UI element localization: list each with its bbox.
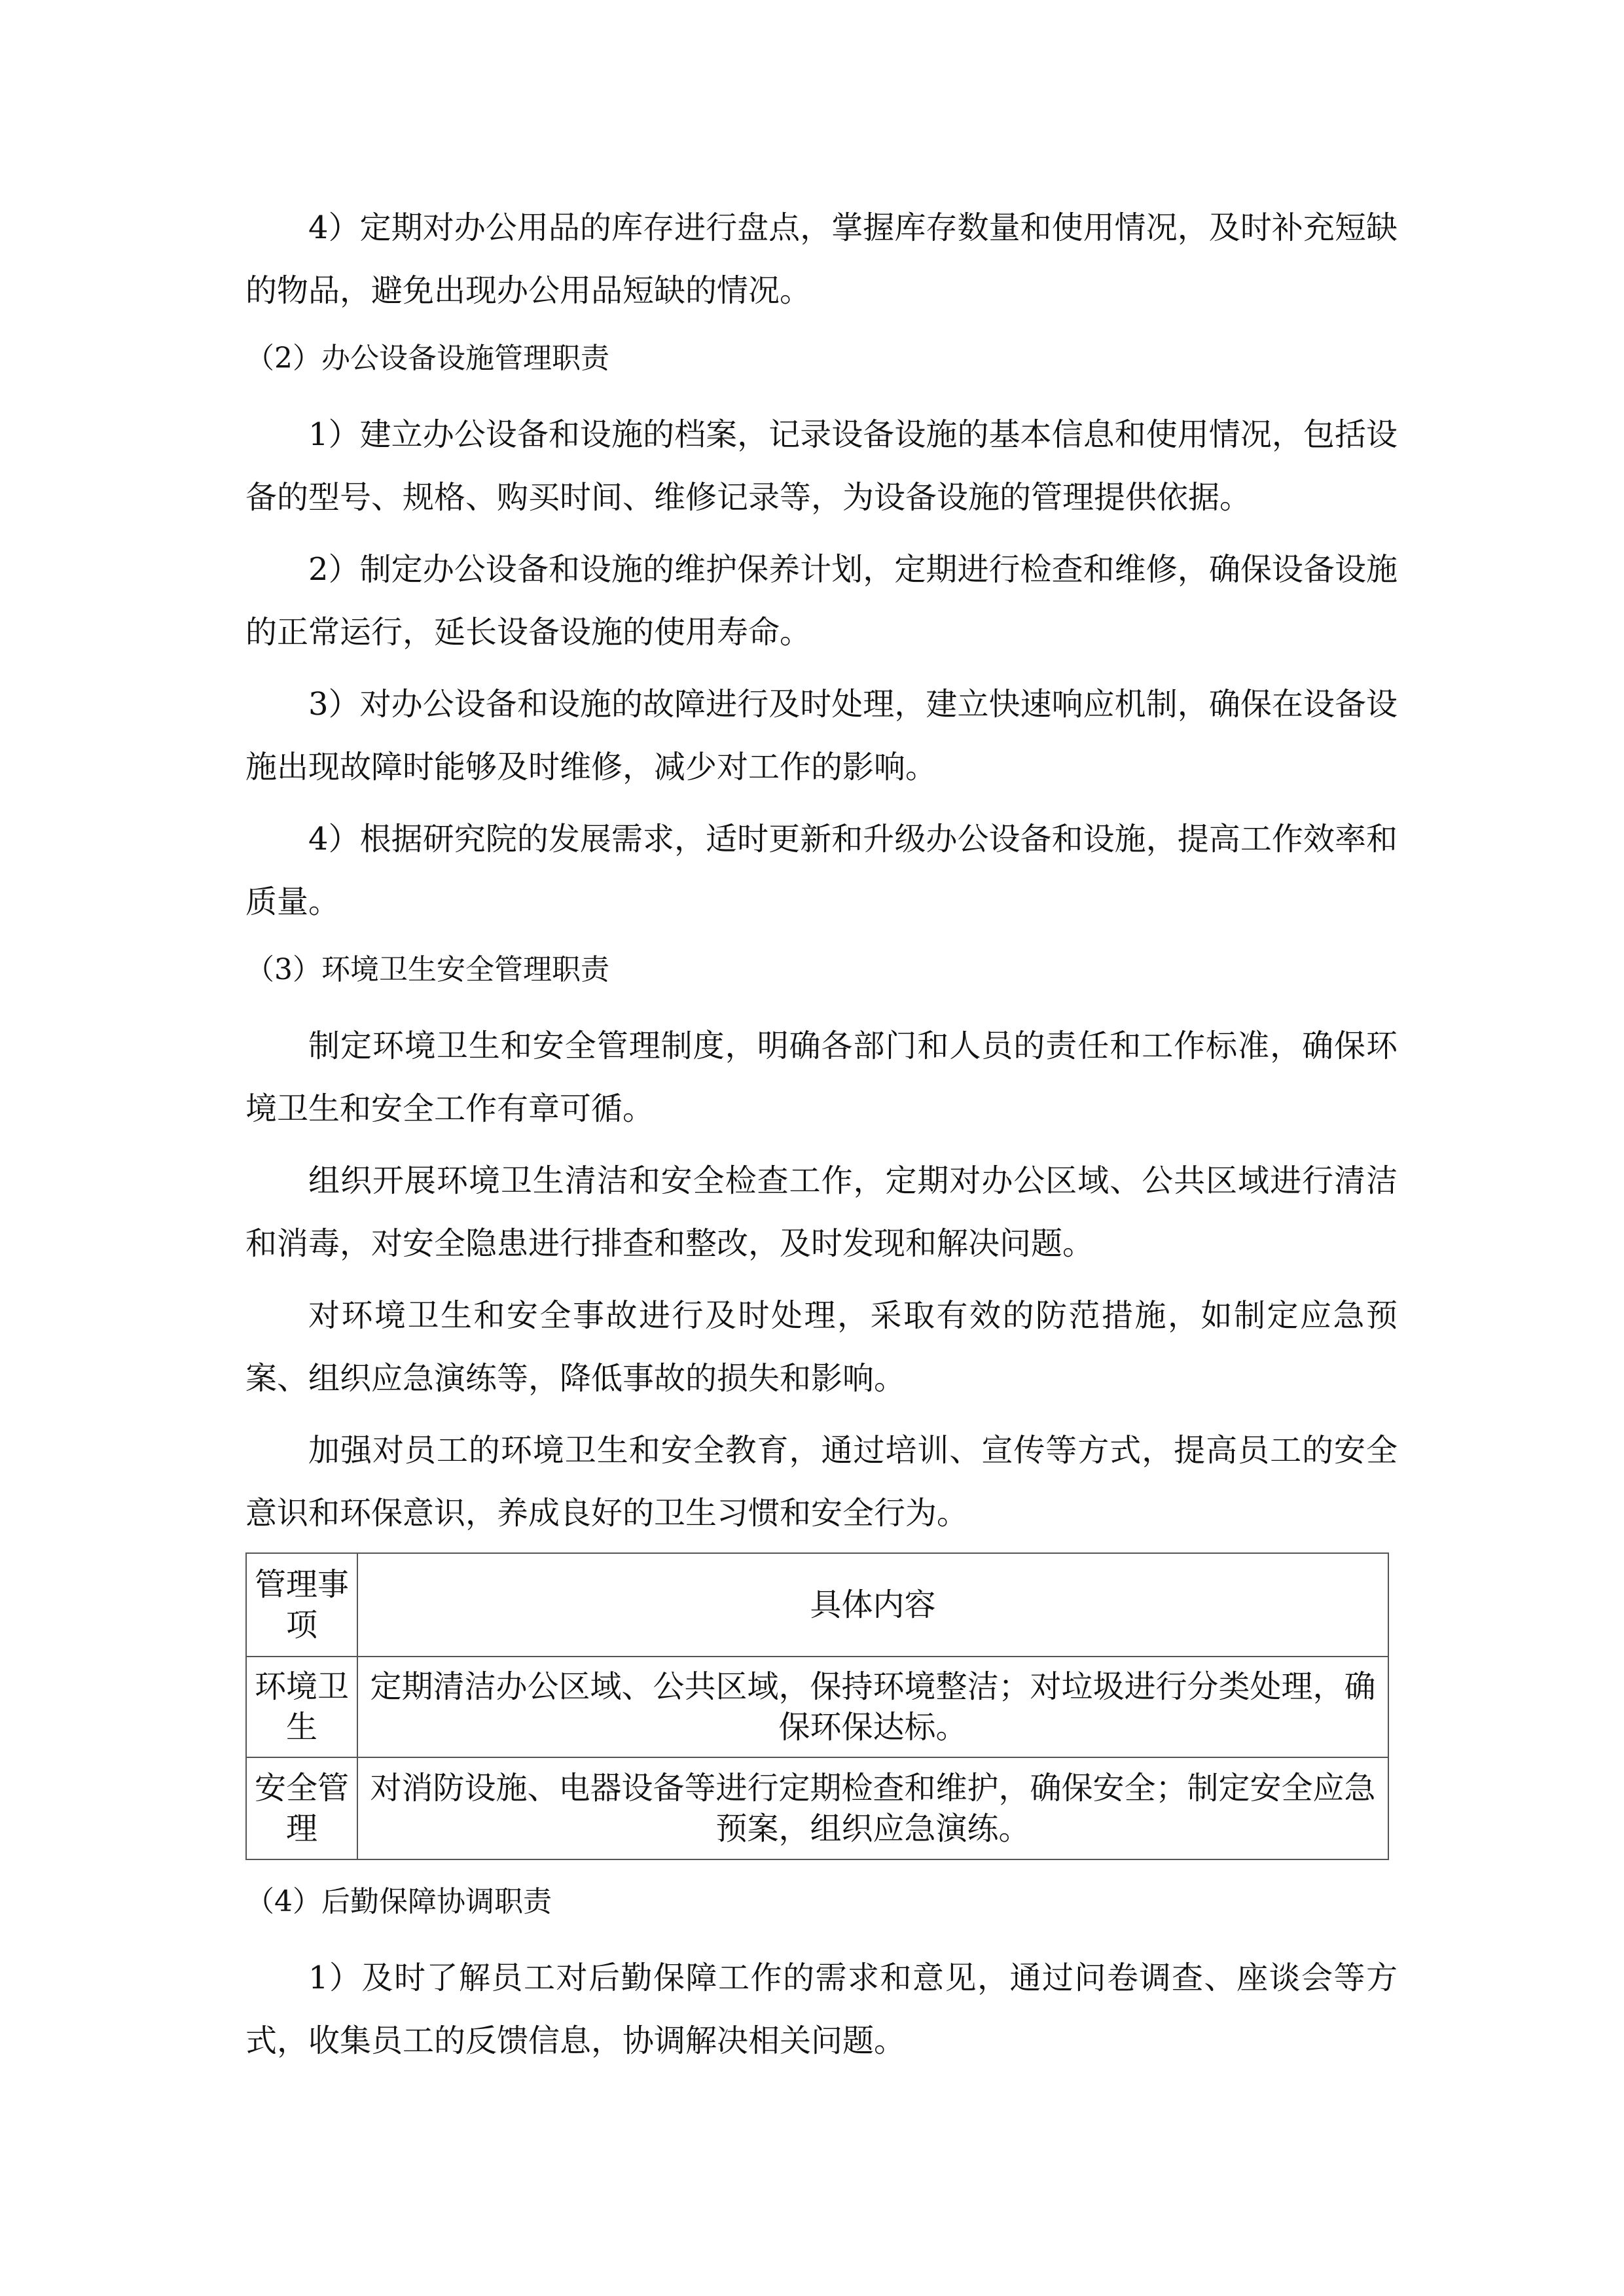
management-table [245,1552,1389,1860]
table-row [246,1657,1388,1757]
paragraph-maintenance-plan: 2）制定办公设备和设施的维护保养计划，定期进行检查和维修，确保设备设施的正常运行，延长设备设施的使用寿命。 [245,551,1398,651]
section-heading-environment-safety: （3）环境卫生安全管理职责 [245,953,609,986]
paragraph-cleaning-inspection: 组织开展环境卫生清洁和安全检查工作，定期对办公区域、公共区域进行清洁和消毒，对安全隐患进行排查和整改，及时发现和解决问题。 [245,1162,1398,1262]
paragraph-safety-education: 加强对员工的环境卫生和安全教育，通过培训、宣传等方式，提高员工的安全意识和环保意识，养成良好的卫生习惯和安全行为。 [245,1432,1398,1532]
table-cell: 定期清洁办公区域、公共区域，保持环境整洁；对垃圾进行分类处理，确保环保达标。 [357,1657,1388,1757]
paragraph-safety-system: 制定环境卫生和安全管理制度，明确各部门和人员的责任和工作标准，确保环境卫生和安全工作有章可循。 [245,1028,1398,1127]
paragraph-employee-feedback: 1）及时了解员工对后勤保障工作的需求和意见，通过问卷调查、座谈会等方式，收集员工的反馈信息，协调解决相关问题。 [245,1960,1398,2059]
table-header-cell: 管理事项 [246,1553,357,1657]
table-cell: 安全管理 [246,1757,357,1859]
paragraph-equipment-archive: 1）建立办公设备和设施的档案，记录设备设施的基本信息和使用情况，包括设备的型号、规格、购买时间、维修记录等，为设备设施的管理提供依据。 [245,416,1398,516]
paragraph-fault-handling: 3）对办公设备和设施的故障进行及时处理，建立快速响应机制，确保在设备设施出现故障时能够及时维修，减少对工作的影响。 [245,686,1398,785]
paragraph-office-supplies-inventory: 4）定期对办公用品的库存进行盘点，掌握库存数量和使用情况，及时补充短缺的物品，避免出现办公用品短缺的情况。 [245,209,1398,309]
table-row [246,1757,1388,1859]
table-cell: 环境卫生 [246,1657,357,1757]
table-header-row [246,1553,1388,1657]
paragraph-accident-handling: 对环境卫生和安全事故进行及时处理，采取有效的防范措施，如制定应急预案、组织应急演练等，降低事故的损失和影响。 [245,1297,1398,1397]
paragraph-equipment-upgrade: 4）根据研究院的发展需求，适时更新和升级办公设备和设施，提高工作效率和质量。 [245,821,1398,920]
table-cell: 对消防设施、电器设备等进行定期检查和维护，确保安全；制定安全应急预案，组织应急演练。 [357,1757,1388,1859]
section-heading-equipment: （2）办公设备设施管理职责 [245,342,609,375]
table-header-cell: 具体内容 [357,1553,1388,1657]
section-heading-logistics: （4）后勤保障协调职责 [245,1885,552,1918]
